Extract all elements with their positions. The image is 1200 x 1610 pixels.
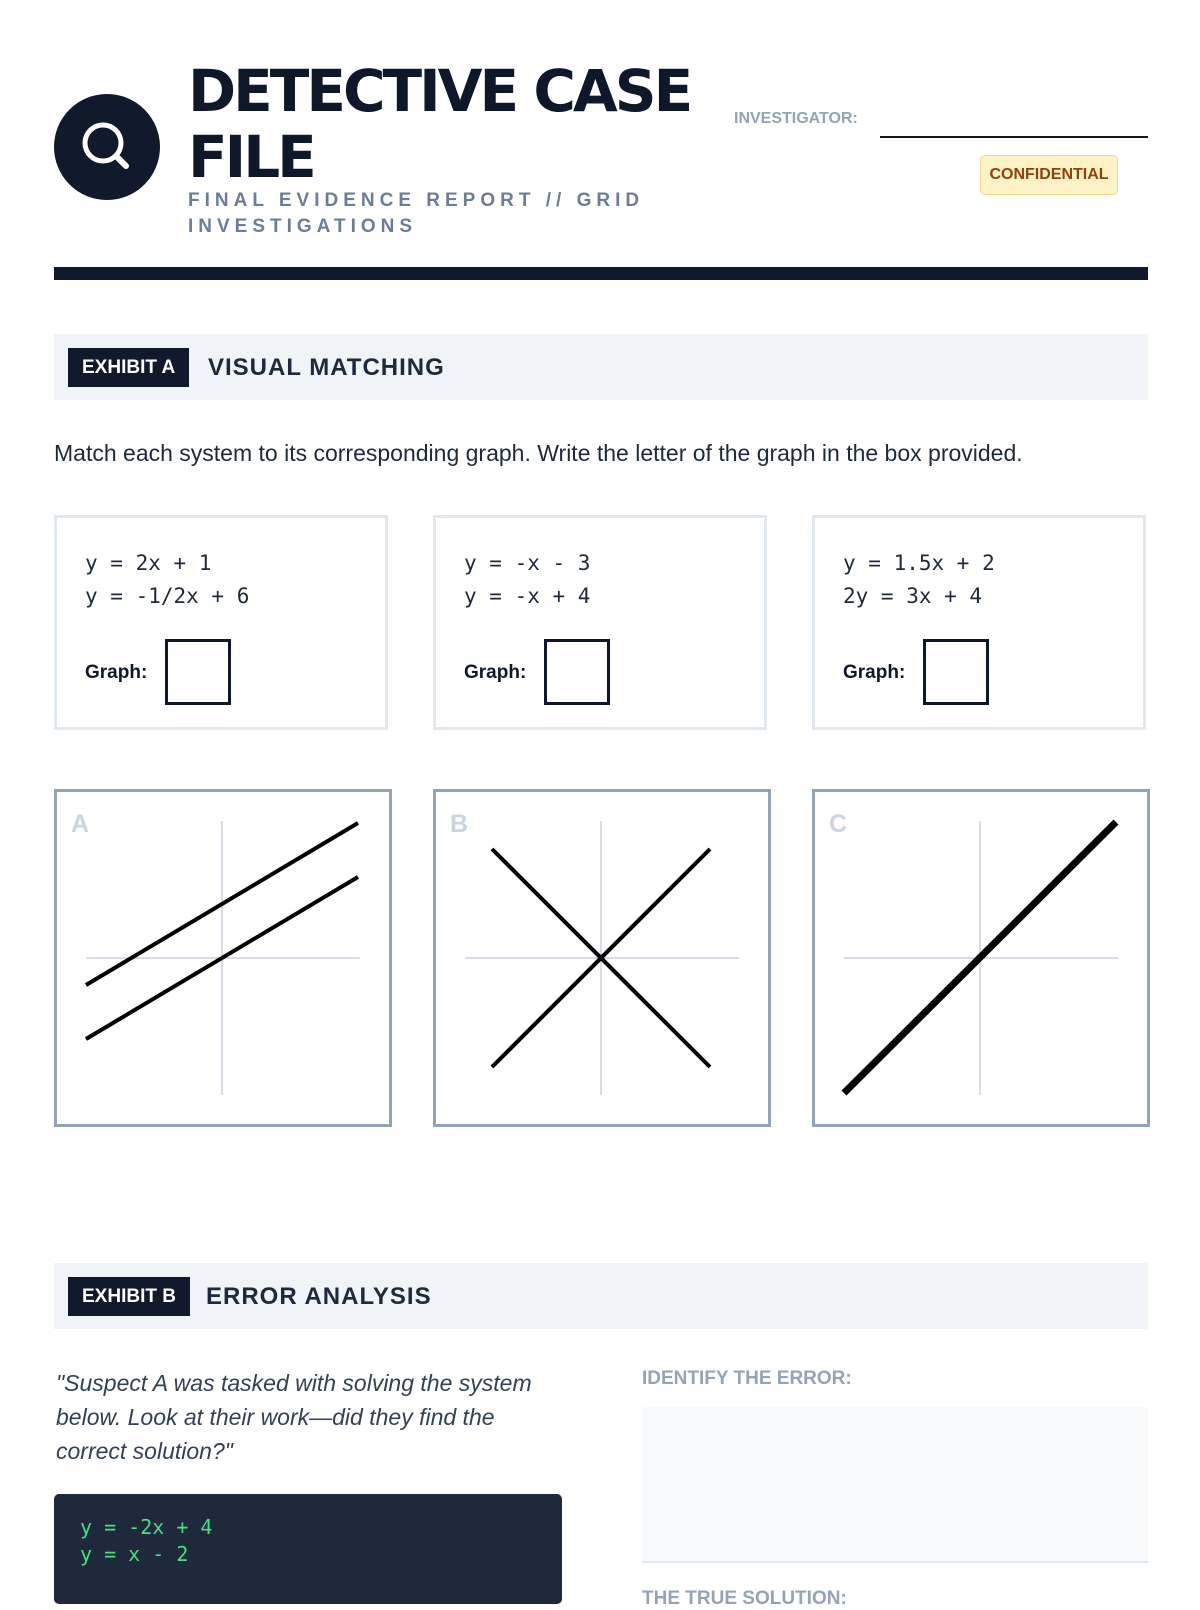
graph-card-b [433, 789, 771, 1127]
investigator-label: INVESTIGATOR: [734, 110, 858, 127]
code-line-2: y = x - 2 [80, 1542, 189, 1566]
suspect-work-code [54, 1494, 562, 1604]
graph-c-plot [815, 792, 1147, 1124]
case-file-badge [54, 94, 160, 200]
investigator-name-field[interactable] [880, 136, 1148, 138]
graph-a-letter: A [71, 810, 90, 838]
graph-a-plot [57, 792, 389, 1124]
exhibit-b-header [54, 1263, 1148, 1329]
system-card-2 [433, 515, 767, 730]
system-1-equation-2: y = -1/2x + 6 [85, 584, 250, 608]
system-3-equation-1: y = 1.5x + 2 [843, 551, 995, 575]
graph-b-letter: B [450, 810, 469, 838]
exhibit-b-quote: "Suspect A was tasked with solving the system below. Look at their work—did they find the correct solution?" [56, 1370, 532, 1464]
code-line-1: y = -2x + 4 [80, 1515, 213, 1539]
exhibit-b-title: ERROR ANALYSIS [206, 1282, 432, 1310]
system-card-1 [54, 515, 388, 730]
system-2-equation-1: y = -x - 3 [464, 551, 591, 575]
exhibit-b-tag: EXHIBIT B [68, 1277, 190, 1316]
system-1-equation-1: y = 2x + 1 [85, 551, 212, 575]
header-divider [54, 267, 1148, 280]
graph-b-plot [436, 792, 768, 1124]
exhibit-a-tag: EXHIBIT A [68, 348, 189, 387]
exhibit-a-title: VISUAL MATCHING [208, 353, 445, 381]
system-3-graph-label: Graph: [843, 662, 906, 683]
magnifier-icon [54, 94, 160, 200]
system-card-3 [812, 515, 1146, 730]
exhibit-a-header [54, 334, 1148, 400]
system-1-graph-label: Graph: [85, 662, 148, 683]
page-title: DETECTIVE CASE FILE [188, 57, 691, 191]
system-2-graph-label: Graph: [464, 662, 527, 683]
graph-c-letter: C [829, 810, 848, 838]
system-3-equation-2: 2y = 3x + 4 [843, 584, 983, 608]
identify-error-label: IDENTIFY THE ERROR: [642, 1368, 852, 1389]
system-1-answer-box[interactable] [165, 639, 231, 705]
confidential-badge: CONFIDENTIAL [980, 155, 1118, 195]
exhibit-a-instructions: Match each system to its corresponding graph. Write the letter of the graph in the box provided. [54, 440, 1023, 466]
system-2-equation-2: y = -x + 4 [464, 584, 591, 608]
system-2-answer-box[interactable] [544, 639, 610, 705]
true-solution-label: THE TRUE SOLUTION: [642, 1588, 847, 1609]
page-subtitle: FINAL EVIDENCE REPORT // GRID INVESTIGATIONS [188, 190, 645, 237]
identify-error-field[interactable] [642, 1407, 1148, 1563]
graph-card-a [54, 789, 392, 1127]
system-3-answer-box[interactable] [923, 639, 989, 705]
graph-card-c [812, 789, 1150, 1127]
